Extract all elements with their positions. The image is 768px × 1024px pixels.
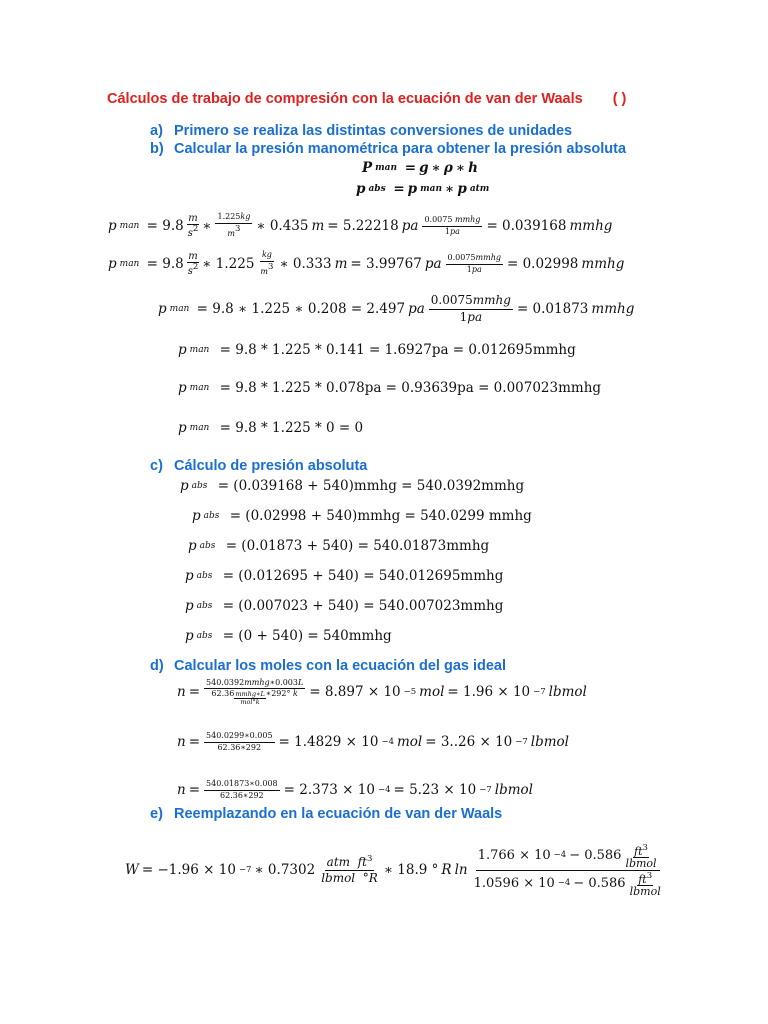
equation-moles-2: n = $\frac{540.0299∗0.005}{62.36∗292}$ = 1.4829 × 10 −4 mol = 3..26 × 10 −7 lbmol xyxy=(177,730,570,752)
heading-d-label: d) xyxy=(150,658,164,674)
equation-pabs-6: p abs = (0 + 540) = 540mmhg xyxy=(185,628,392,644)
heading-e-label: e) xyxy=(150,806,163,822)
heading-c xyxy=(150,458,367,474)
equation-pman-1: p man = 9.8 $\frac{m}{s^2}$ ∗ $\frac{1.225kg}{m^3}$ ∗ 0.435 m = 5.22218 pa $\frac{\text{0.0075 mmhg}}{1pa}$ = 0.039168 mmhg xyxy=(108,212,613,239)
heading-e-text: Reemplazando en la ecuación de van der Waals xyxy=(174,806,503,822)
title-paren: ( ) xyxy=(612,91,627,107)
equation-pabs-3: p abs = (0.01873 + 540) = 540.01873mmhg xyxy=(188,538,490,554)
pabs-3-text: = (0.01873 + 540) = 540.01873mmhg xyxy=(225,538,490,554)
pabs-6-text: = (0 + 540) = 540mmhg xyxy=(222,628,392,644)
heading-c-label: c) xyxy=(150,458,163,474)
equation-moles-1: n = 540.0392mmhg∗0.003L 62.36 $\frac{\text{mmhg∗L}}{\text{mol°k}}$ ∗292° k = 8.897 × 10 −5 mol = 1.96 × 10 −7 lbmol xyxy=(177,677,587,706)
heading-a-text: Primero se realiza las distintas conversiones de unidades xyxy=(174,123,573,139)
equation-pman-2: p man = 9.8 $\frac{m}{s^2}$ ∗ 1.225 $\frac{kg}{m^3}$ ∗ 0.333 m = 3.99767 pa $\frac{\text{0.0075mmhg}}{1pa}$ = 0.02998 mmhg xyxy=(108,250,625,277)
formula-pabs-definition: p abs = p man ∗ p atm xyxy=(356,181,490,197)
pabs-1-text: = (0.039168 + 540)mmhg = 540.0392mmhg xyxy=(217,478,525,494)
pabs-2-text: = (0.02998 + 540)mmhg = 540.0299 mmhg xyxy=(229,508,532,524)
heading-a-label: a) xyxy=(150,123,163,139)
pman-4-text: = 9.8 * 1.225 * 0.141 = 1.6927pa = 0.012695mmhg xyxy=(219,342,576,358)
heading-a xyxy=(150,123,572,139)
equation-pman-3: p man = 9.8 ∗ 1.225 ∗ 0.208 = 2.497 pa $\frac{\text{0.0075mmhg}}{1pa}$ = 0.01873 mmhg xyxy=(158,293,635,324)
heading-b xyxy=(150,141,626,157)
equation-pabs-2: p abs = (0.02998 + 540)mmhg = 540.0299 mmhg xyxy=(192,508,532,524)
heading-d xyxy=(150,658,506,674)
equation-pman-4: p man = 9.8 * 1.225 * 0.141 = 1.6927pa = 0.012695mmhg xyxy=(178,342,576,358)
equation-pabs-5: p abs = (0.007023 + 540) = 540.007023mmhg xyxy=(185,598,504,614)
equation-work: W = −1.96 × 10 −7 ∗ 0.7302 $\frac{atm ft^3}{\text{lbmol °R}}$ ∗ 18.9 ° R ln 1.766 × 10 −4 − 0.586 $\frac{ft^3}{\text{lbmol}}$ 1.0596 × 10 −4 − 0.586 $\frac{ft^3}{\text{lbmol}}$ xyxy=(125,842,661,898)
pabs-5-text: = (0.007023 + 540) = 540.007023mmhg xyxy=(222,598,504,614)
formula-pman-definition: P man = g ∗ ρ ∗ h xyxy=(362,160,478,176)
document-title xyxy=(107,91,626,107)
pman-5-text: = 9.8 * 1.225 * 0.078pa = 0.93639pa = 0.007023mmhg xyxy=(219,380,602,396)
equation-pabs-1: p abs = (0.039168 + 540)mmhg = 540.0392mmhg xyxy=(180,478,525,494)
heading-b-text: Calcular la presión manométrica para obtener la presión absoluta xyxy=(174,141,627,157)
pman-6-text: = 9.8 * 1.225 * 0 = 0 xyxy=(219,420,364,436)
heading-d-text: Calcular los moles con la ecuación del gas ideal xyxy=(174,658,507,674)
equation-moles-3: n = $\frac{540.01873∗0.008}{62.36∗292}$ = 2.373 × 10 −4 = 5.23 × 10 −7 lbmol xyxy=(177,778,533,800)
heading-b-label: b) xyxy=(150,141,164,157)
heading-e xyxy=(150,806,502,822)
title-text: Cálculos de trabajo de compresión con la ecuación de van der Waals xyxy=(107,91,583,107)
equation-pman-5: p man = 9.8 * 1.225 * 0.078pa = 0.93639pa = 0.007023mmhg xyxy=(178,380,602,396)
heading-c-text: Cálculo de presión absoluta xyxy=(174,458,368,474)
pabs-4-text: = (0.012695 + 540) = 540.012695mmhg xyxy=(222,568,504,584)
equation-pman-6: p man = 9.8 * 1.225 * 0 = 0 xyxy=(178,420,364,436)
equation-pabs-4: p abs = (0.012695 + 540) = 540.012695mmhg xyxy=(185,568,504,584)
